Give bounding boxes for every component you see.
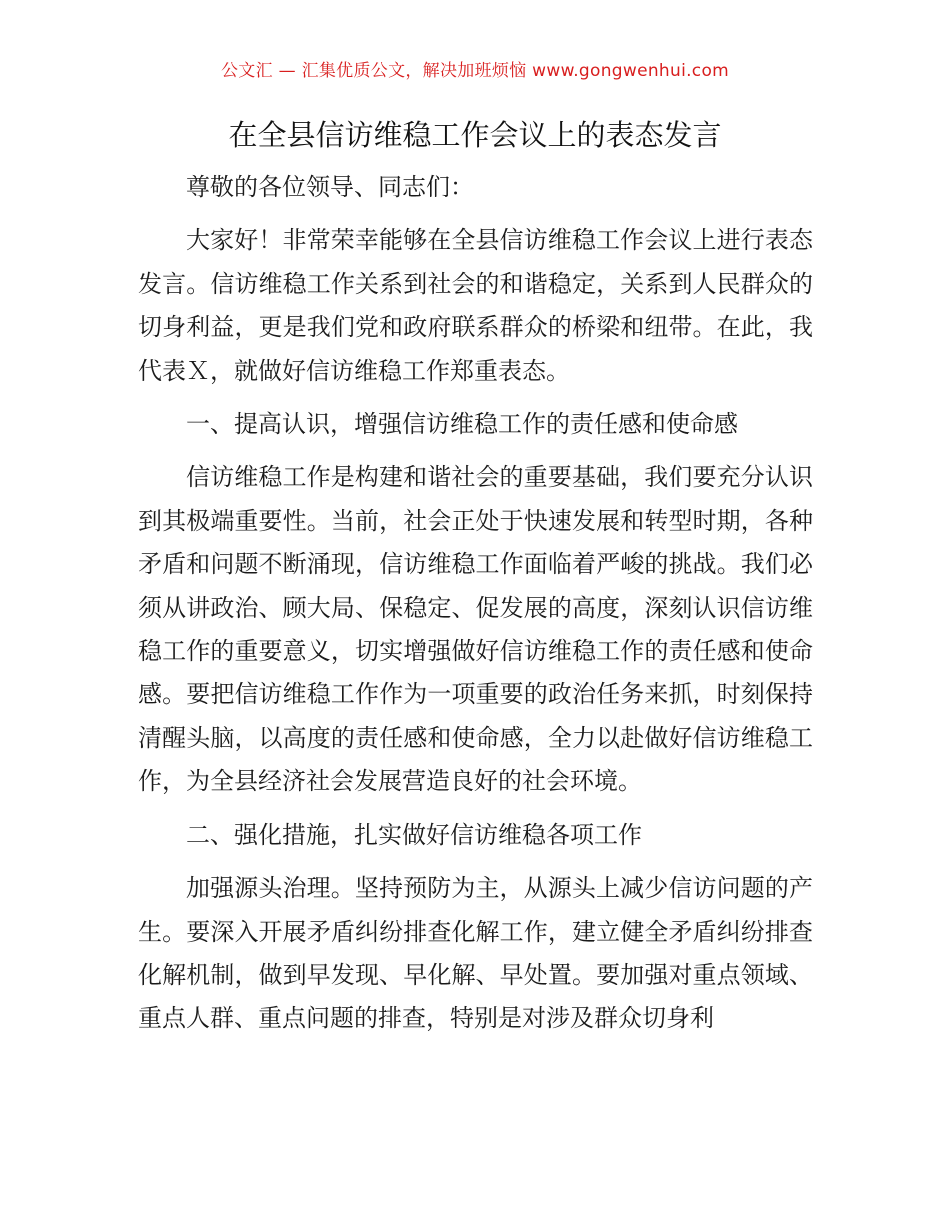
site-banner: 公文汇 — 汇集优质公文，解决加班烦恼 www.gongwenhui.com	[220, 61, 730, 81]
document-title: 在全县信访维稳工作会议上的表态发言	[228, 118, 722, 152]
document-body	[138, 166, 813, 1051]
salutation: 尊敬的各位领导、同志们：	[186, 173, 474, 201]
paragraph-intro: 大家好！非常荣幸能够在全县信访维稳工作会议上进行表态发言。信访维稳工作关系到社会的和谐稳定，关系到人民群众的切身利益，更是我们党和政府联系群众的桥梁和纽带。在此，我代表Ｘ，就做好信访维稳工作郑重表态。	[138, 226, 813, 385]
paragraph-section-2: 加强源头治理。坚持预防为主，从源头上减少信访问题的产生。要深入开展矛盾纠纷排查化解工作，建立健全矛盾纠纷排查化解机制，做到早发现、早化解、早处置。要加强对重点领域、重点人群、重点问题的排查，特别是对涉及群众切身利	[138, 874, 813, 1033]
section-heading-1: 一、提高认识，增强信访维稳工作的责任感和使命感	[186, 410, 738, 439]
paragraph-section-1: 信访维稳工作是构建和谐社会的重要基础，我们要充分认识到其极端重要性。当前，社会正处于快速发展和转型时期，各种矛盾和问题不断涌现，信访维稳工作面临着严峻的挑战。我们必须从讲政治、顾大局、保稳定、促发展的高度，深刻认识信访维稳工作的重要意义，切实增强做好信访维稳工作的责任感和使命感。要把信访维稳工作作为一项重要的政治任务来抓，时刻保持清醒头脑，以高度的责任感和使命感，全力以赴做好信访维稳工作，为全县经济社会发展营造良好的社会环境。	[138, 463, 813, 796]
section-heading-2: 二、强化措施，扎实做好信访维稳各项工作	[186, 820, 642, 849]
